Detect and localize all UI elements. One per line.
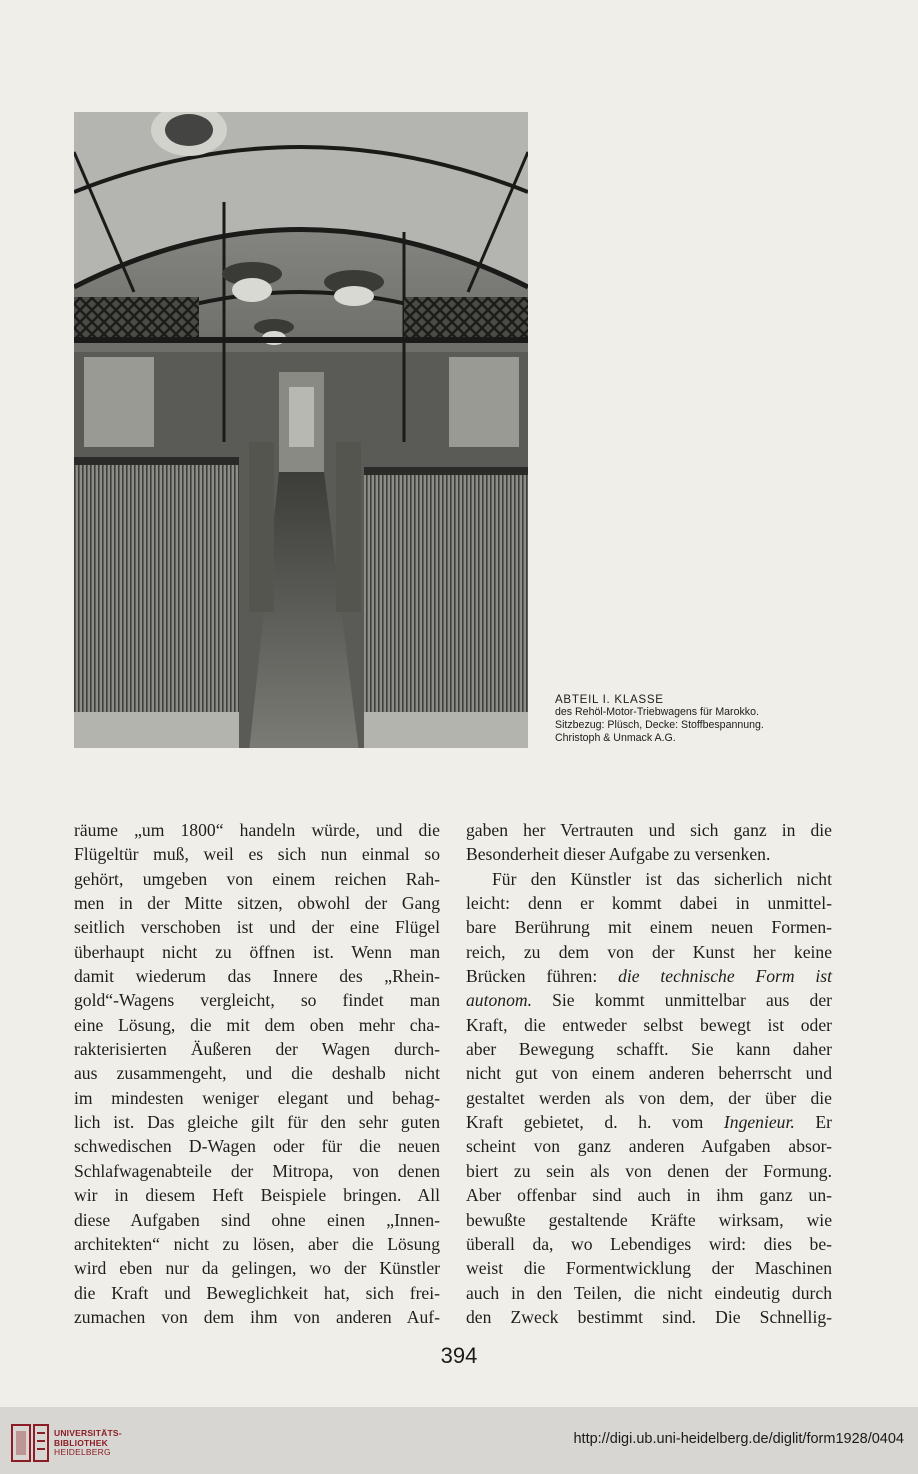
caption-line: Christoph & Unmack A.G. [555,732,676,744]
text-line: räume „um 1800“ handeln würde, und die [74,820,440,840]
source-url-link[interactable]: http://digi.ub.uni-heidelberg.de/diglit/form1928/0404 [573,1431,904,1447]
text-line: biert zu sein als von denen der Formung. [466,1160,832,1181]
text-line: die Kraft und Beweglichkeit hat, sich frei- [74,1282,440,1303]
photo-illustration [74,112,528,748]
text-line: im mindesten weniger elegant und behag- [74,1087,440,1108]
text-line: gold“-Wagens vergleicht, so findet man [74,990,440,1011]
text-line: den Zweck bestimmt sind. Die Schnellig- [466,1306,832,1327]
text-line: reich, zu dem von der Kunst her keine [466,941,832,962]
text-line: aus zusammengeht, und die deshalb nicht [74,1063,440,1084]
text-line: zumachen von dem ihm von anderen Auf- [74,1306,440,1327]
text-line: architekten“ nicht zu lösen, aber die Lösung [74,1233,440,1254]
italic-text: Ingenieur. [723,1112,795,1133]
text-line: seitlich verschoben ist und der eine Flügel [74,917,440,938]
text-line: überall da, wo Lebendiges wird: dies be- [466,1233,832,1254]
italic-text: die technische Form ist [618,966,832,987]
text-line: Flügeltür muß, weil es sich nun einmal so [74,844,440,865]
text-line: Für den Künstler ist das sicherlich nicht [492,868,832,889]
library-name [54,1429,122,1458]
library-name-line: HEIDELBERG [54,1447,111,1457]
text-line [466,1110,832,1134]
text-column-left [74,818,440,1329]
text-line: gestaltet werden als von dem, der über die [466,1087,832,1108]
photo-caption [555,693,855,745]
text-segment: Sie kommt unmittelbar aus der [531,990,832,1011]
text-segment: Er [794,1112,832,1133]
text-line: nicht gut von einem anderen beherrscht und [466,1063,832,1084]
text-segment: Kraft gebietet, d. h. vom [466,1112,724,1133]
text-line: diese Aufgaben sind ohne einen „Innen- [74,1209,440,1230]
text-line: bare Berührung mit einem neuen Formen- [466,917,832,938]
text-line: gehört, umgeben von einem reichen Rah- [74,868,440,889]
library-name-line: UNIVERSITÄTS- [54,1428,122,1438]
text-line: aber Bewegung schafft. Sie kann daher [466,1039,832,1060]
text-line: weist die Formentwicklung der Maschinen [466,1258,832,1279]
text-line [466,964,832,988]
text-line: überhaupt nicht zu öffnen ist. Wenn man [74,941,440,962]
caption-line: Sitzbezug: Plüsch, Decke: Stoffbespannung. [555,719,764,731]
text-line [466,988,832,1012]
text-line: scheint von ganz anderen Aufgaben absor- [466,1136,832,1157]
text-line: eine Lösung, die mit dem oben mehr cha- [74,1014,440,1035]
text-line: damit wiederum das Innere des „Rhein- [74,966,440,987]
caption-title: ABTEIL I. KLASSE [555,693,664,706]
text-segment: Brücken führen: [466,966,619,987]
railcar-interior-photo [74,112,528,748]
text-line: gaben her Vertrauten und sich ganz in die [466,820,832,840]
text-line: Kraft, die entweder selbst bewegt ist oder [466,1014,832,1035]
text-line: Aber offenbar sind auch in ihm ganz un- [466,1185,832,1206]
page-number: 394 [440,1343,478,1368]
text-line: men in der Mitte sitzen, obwohl der Gang [74,893,440,914]
library-name-line: BIBLIOTHEK [54,1437,108,1448]
university-logo-icon [10,1421,50,1465]
text-line: wir in diesem Heft Beispiele bringen. All [74,1185,440,1206]
text-line: wird eben nur da gelingen, wo der Künstler [74,1258,440,1279]
text-line: bewußte gestaltende Kräfte wirksam, wie [466,1209,832,1230]
text-column-right [466,818,832,1329]
italic-text: autonom. [466,990,532,1011]
caption-line: des Rehöl-Motor-Triebwagens für Marokko. [555,706,759,718]
text-line: Besonderheit dieser Aufgabe zu versenken. [466,844,771,865]
text-line: leicht: denn er kommt dabei in unmittel- [466,893,832,914]
text-line: lich ist. Das gleiche gilt für den sehr guten [74,1112,440,1133]
text-line: auch in den Teilen, die nicht eindeutig durch [466,1282,832,1303]
library-footer [0,1407,918,1474]
text-line: Schlafwagenabteile der Mitropa, von denen [74,1160,440,1181]
text-line: schwedischen D-Wagen oder für die neuen [74,1136,440,1157]
text-line: rakterisierten Äußeren der Wagen durch- [74,1039,440,1060]
